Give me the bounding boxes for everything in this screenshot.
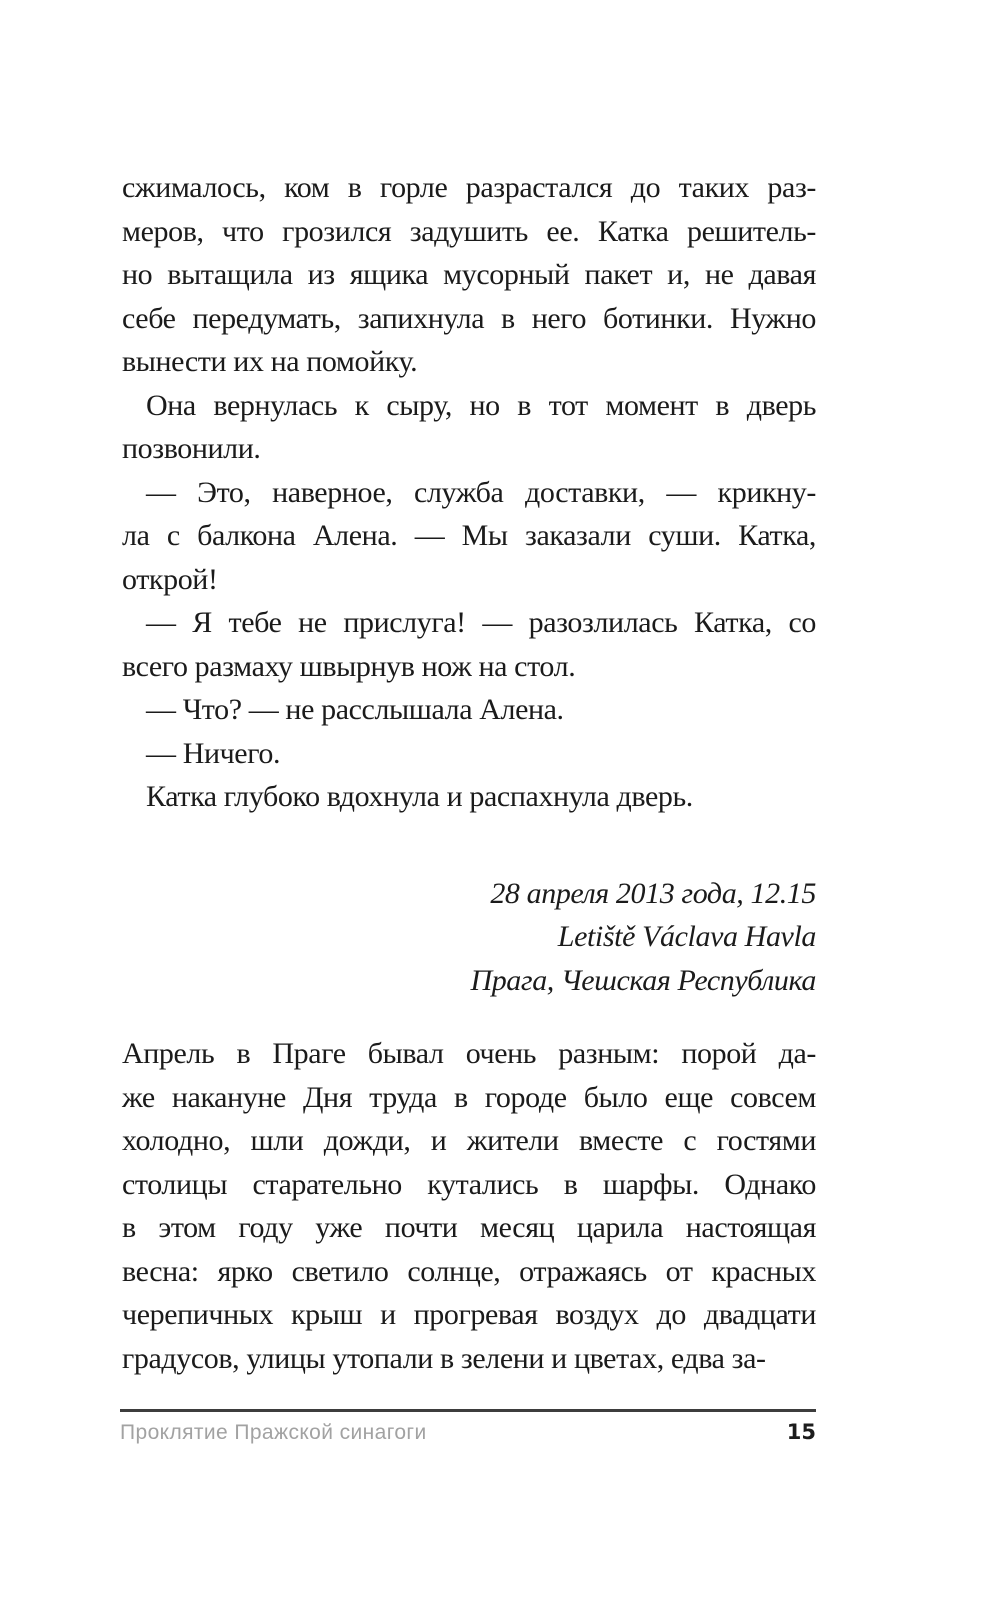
text-line: открой!	[122, 562, 218, 596]
text-line: ла с балкона Алена. — Мы заказали суши. Катка,	[122, 519, 816, 552]
dateline-line: Прага, Чешская Республика	[470, 963, 816, 997]
text-line: же накануне Дня труда в городе было еще совсем	[122, 1080, 816, 1114]
text-line: столицы старательно кутались в шарфы. Однако	[122, 1167, 816, 1201]
text-line: градусов, улицы утопали в зелени и цветах, едва за-	[122, 1341, 766, 1375]
text-line: — Что? — не расслышала Алена.	[146, 693, 564, 726]
text-line: но вытащила из ящика мусорный пакет и, не давая	[122, 258, 816, 291]
paragraph	[122, 732, 816, 776]
paragraph	[122, 775, 816, 819]
footer-page-number: 15	[786, 1420, 816, 1444]
dateline-block	[122, 872, 816, 1003]
text-line: холодно, шли дожди, и жители вместе с гостями	[122, 1124, 816, 1157]
text-line: меров, что грозился задушить ее. Катка решитель-	[122, 214, 816, 248]
text-line: — Я тебе не прислуга! — разозлилась Катка, со	[146, 606, 816, 639]
page-text	[122, 166, 816, 1380]
dateline-line: 28 апреля 2013 года, 12.15	[490, 876, 816, 910]
paragraph	[122, 1032, 816, 1380]
paragraph	[122, 601, 816, 688]
text-line: в этом году уже почти месяц царила настоящая	[122, 1211, 816, 1244]
paragraph	[122, 688, 816, 732]
dateline-line: Letiště Václava Havla	[557, 920, 816, 953]
footer-rule	[120, 1409, 816, 1412]
footer-book-title: Проклятие Пражской синагоги	[120, 1421, 427, 1444]
text-line: — Это, наверное, служба доставки, — крикну-	[146, 475, 816, 509]
text-line: Она вернулась к сыру, но в тот момент в дверь	[146, 388, 816, 422]
paragraph	[122, 471, 816, 602]
text-line: Катка глубоко вдохнула и распахнула дверь.	[146, 780, 693, 813]
text-line: Апрель в Праге бывал очень разным: порой да-	[122, 1037, 816, 1070]
text-line: всего размаху швырнув нож на стол.	[122, 649, 576, 683]
text-line: черепичных крыш и прогревая воздух до двадцати	[122, 1298, 816, 1331]
text-line: весна: ярко светило солнце, отражаясь от красных	[122, 1254, 816, 1288]
paragraph	[122, 166, 816, 384]
page-footer	[120, 1420, 816, 1445]
paragraph	[122, 384, 816, 471]
text-line: себе передумать, запихнула в него ботинки. Нужно	[122, 301, 816, 335]
text-line: позвонили.	[122, 432, 261, 465]
text-line: вынести их на помойку.	[122, 345, 418, 378]
text-line: — Ничего.	[146, 736, 281, 770]
text-line: сжималось, ком в горле разрастался до таких раз-	[122, 171, 816, 204]
